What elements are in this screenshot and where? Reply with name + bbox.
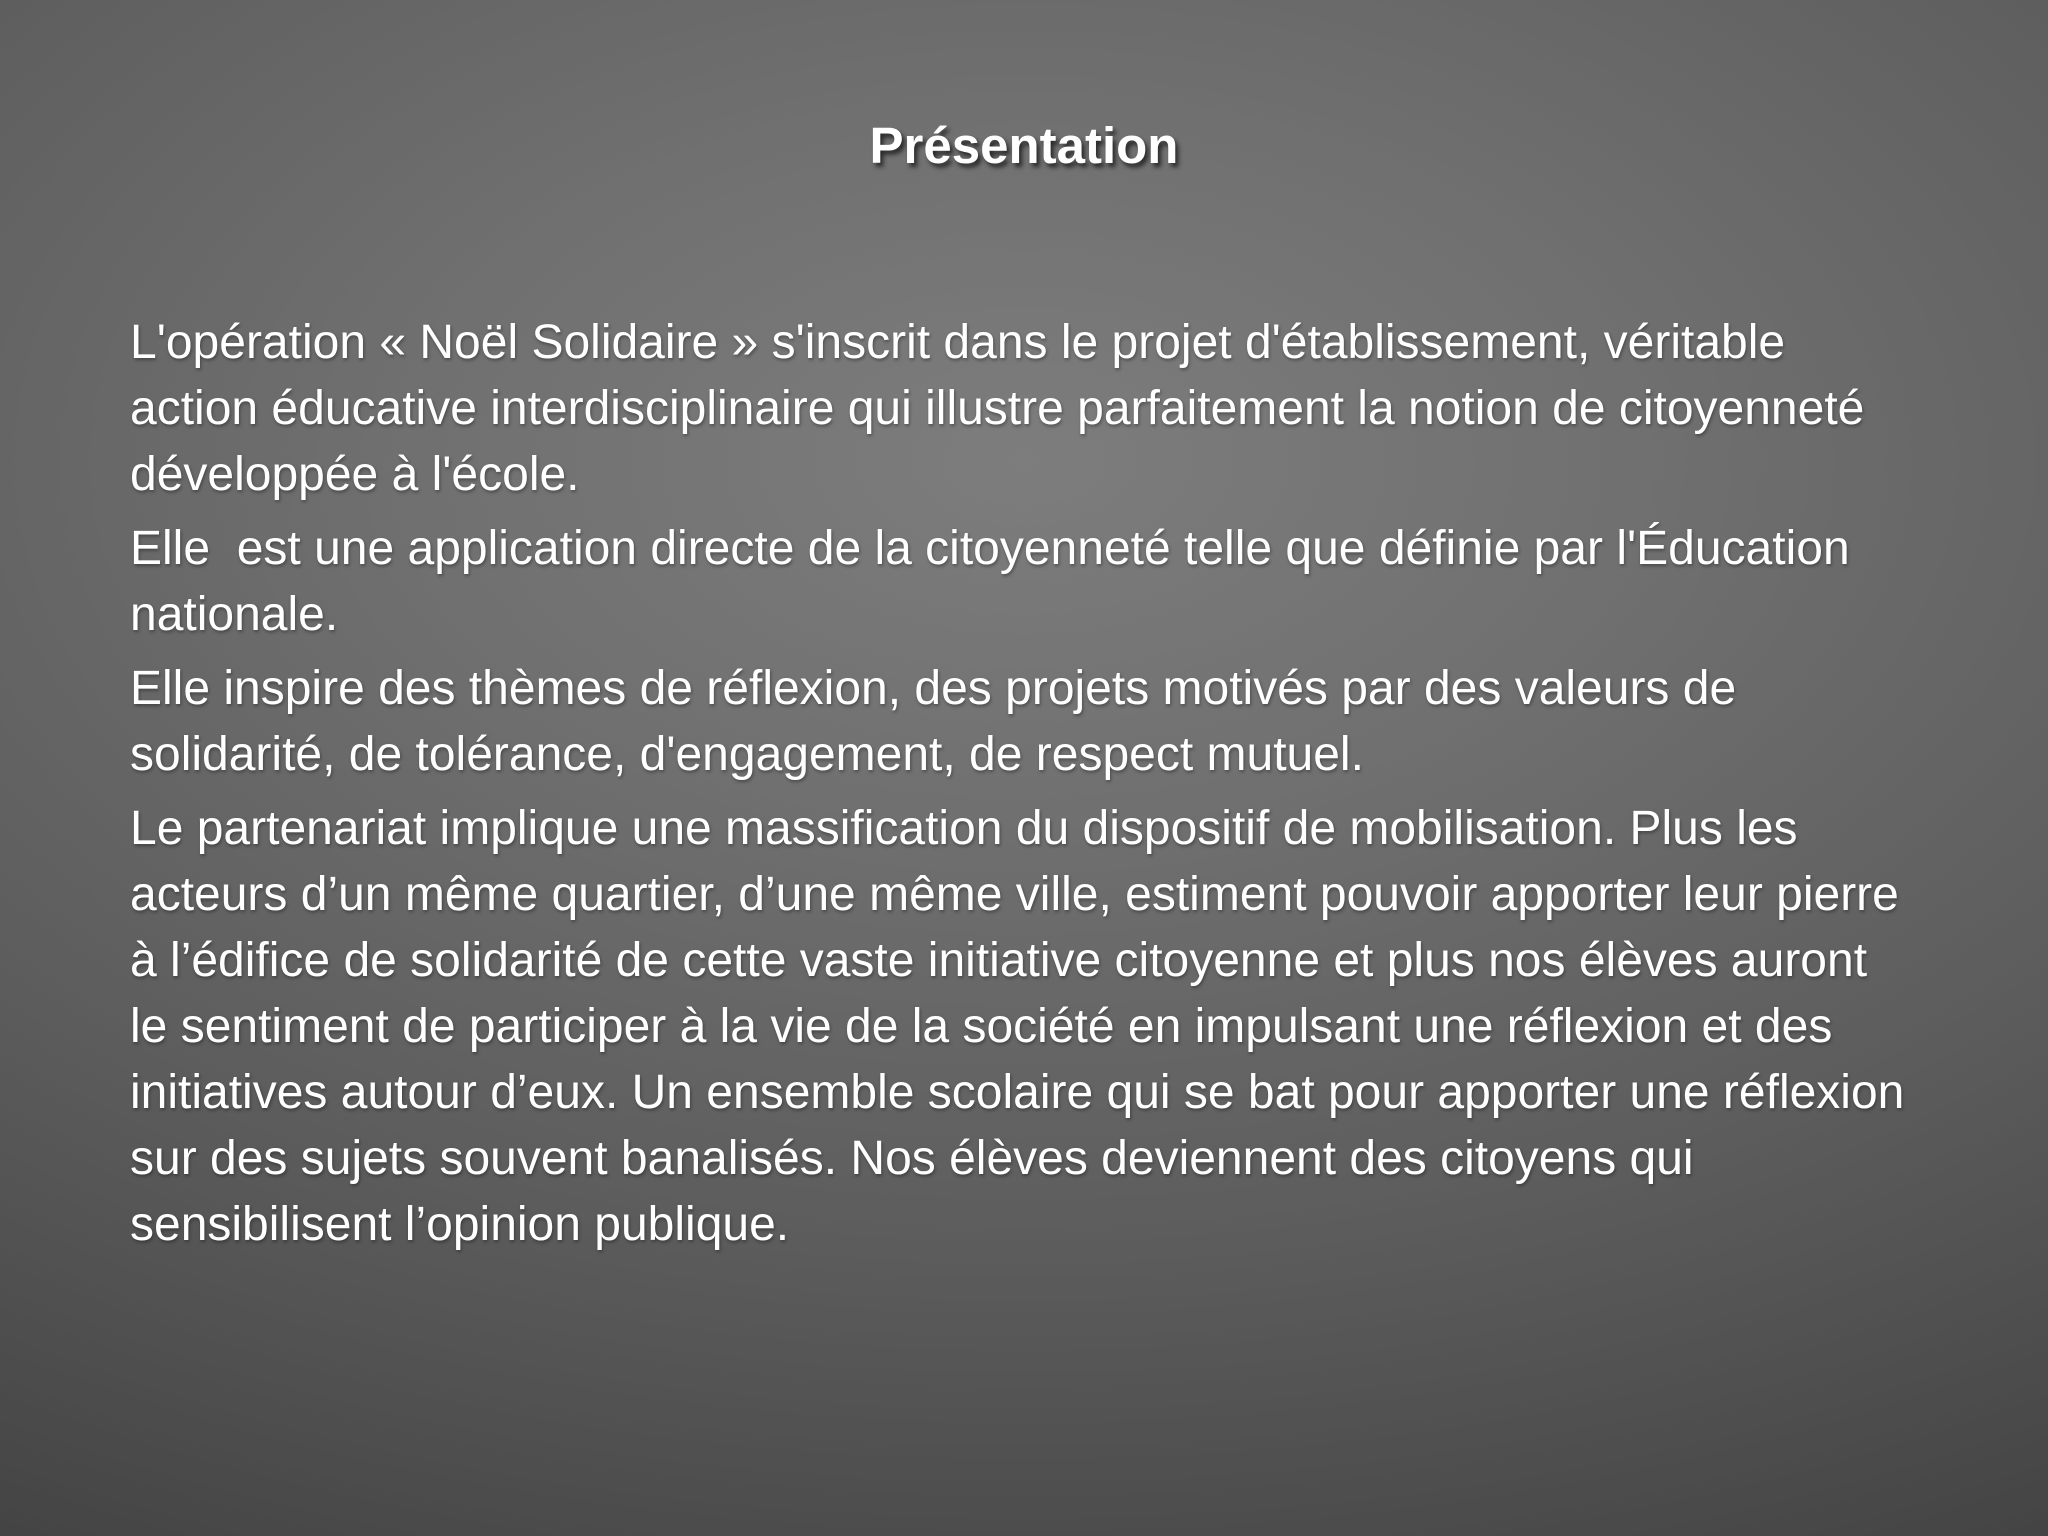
paragraph-operation-noel-solidaire: L'opération « Noël Solidaire » s'inscrit dans le projet d'établissement, véritable action éducative interdisciplinaire qui illustre parfaitement la notion de citoyenneté développée à l'école.: [130, 316, 1878, 501]
paragraph-partenariat-mobilisation: Le partenariat implique une massification du dispositif de mobilisation. Plus les acteurs d’un même quartier, d’une même ville, estiment pouvoir apporter leur pierre à l’édifice de solidarité de cette vaste initiative citoyenne et plus nos élèves auront le sentiment de participer à la vie de la société en impulsant une réflexion et des initiatives autour d’eux. Un ensemble scolaire qui se bat pour apporter une réflexion sur des sujets souvent banalisés. Nos élèves deviennent des citoyens qui sensibilisent l’opinion publique.: [130, 802, 1918, 1251]
paragraph-application-citoyennete: Elle est une application directe de la citoyenneté telle que définie par l'Éducation nationale.: [130, 522, 1863, 641]
paragraph-themes-reflexion: Elle inspire des thèmes de réflexion, des projets motivés par des valeurs de solidarité, de tolérance, d'engagement, de respect mutuel.: [130, 662, 1750, 781]
slide-body-text: [130, 310, 1918, 1266]
slide-title: Présentation: [869, 117, 1179, 174]
